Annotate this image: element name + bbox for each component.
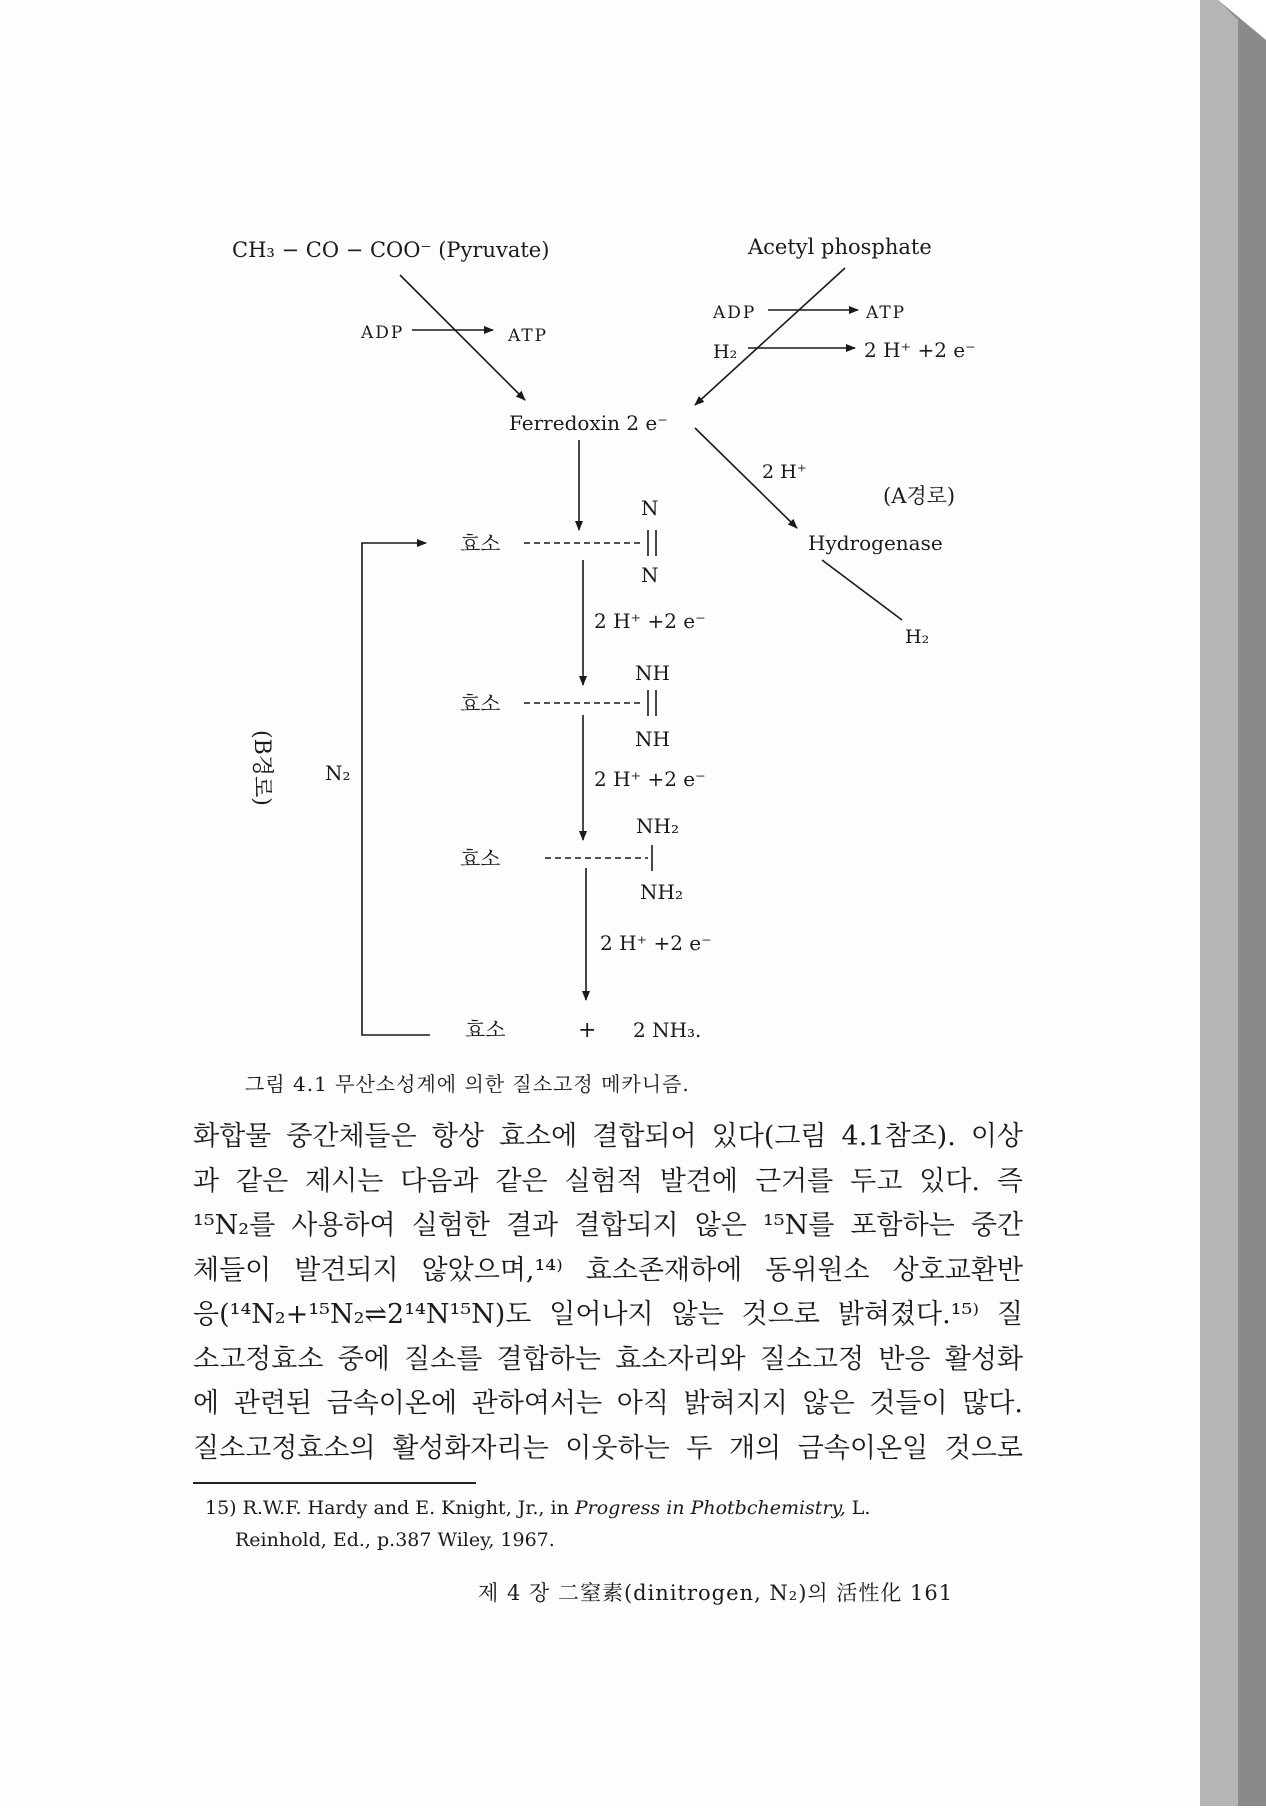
running-footer: 제 4 장 二窒素(dinitrogen, N₂)의 活性化 161: [478, 1581, 954, 1605]
footnote-ref-suffix: L.: [845, 1497, 871, 1519]
step-label-1: 2 H⁺ +2 e⁻: [594, 609, 706, 633]
figure-caption: 그림 4.1 무산소성계에 의한 질소고정 메카니즘.: [245, 1072, 690, 1096]
body-line: 체들이 발견되지 않았으며,¹⁴⁾ 효소존재하에 동위원소 상호교환반: [193, 1254, 1023, 1286]
nh2-bottom-label: NH₂: [640, 880, 683, 904]
nh-top-label: NH: [635, 661, 670, 685]
body-line: 응(¹⁴N₂+¹⁵N₂⇌2¹⁴N¹⁵N)도 일어나지 않는 것으로 밝혀졌다.¹⁵⁾ 질: [193, 1299, 1023, 1330]
body-paragraph: [193, 1115, 1023, 1471]
enzyme-label-1: 효소: [460, 532, 501, 556]
footnote-journal-title: Progress in Photbchemistry,: [574, 1497, 846, 1519]
path-a-label: (A경로): [883, 484, 956, 508]
step-label-3: 2 H⁺ +2 e⁻: [600, 931, 712, 955]
body-line: 과 같은 제시는 다음과 같은 실험적 발견에 근거를 두고 있다. 즉: [193, 1165, 1023, 1197]
adp-left-label: ADP: [361, 323, 405, 343]
n2-label: N₂: [325, 761, 351, 785]
body-line: 소고정효소 중에 질소를 결합하는 효소자리와 질소고정 반응 활성화: [193, 1343, 1023, 1375]
footnote-line-1: [205, 1492, 870, 1524]
page-edge-shadow: [1200, 0, 1266, 1806]
body-line: 화합물 중간체들은 항상 효소에 결합되어 있다(그림 4.1참조). 이상: [193, 1121, 1023, 1152]
nh2-top-label: NH₂: [636, 814, 679, 838]
atp-right-label: ATP: [866, 303, 907, 323]
h2-out-label: H₂: [905, 626, 930, 648]
h-plus-out-label: 2 H⁺ +2 e⁻: [864, 338, 976, 362]
adp-right-label: ADP: [713, 303, 757, 323]
n-top-label: N: [641, 496, 659, 520]
body-line: ¹⁵N₂를 사용하여 실험한 결과 결합되지 않은 ¹⁵N를 포함하는 중간: [193, 1210, 1023, 1241]
product-label: 2 NH₃.: [633, 1018, 702, 1042]
footnote-line-2: Reinhold, Ed., p.387 Wiley, 1967.: [235, 1529, 555, 1551]
n-bottom-label: N: [641, 563, 659, 587]
plus-sign: +: [578, 1018, 597, 1043]
hydrogenase-label: Hydrogenase: [808, 531, 943, 555]
footnote: [205, 1492, 870, 1556]
step-label-2: 2 H⁺ +2 e⁻: [594, 767, 706, 791]
atp-left-label: ATP: [508, 326, 549, 346]
enzyme-label-4: 효소: [465, 1018, 506, 1042]
nh-bottom-label: NH: [635, 727, 670, 751]
enzyme-label-2: 효소: [460, 692, 501, 716]
footnote-rule: [193, 1482, 476, 1484]
h2-in-label: H₂: [713, 341, 738, 363]
pyruvate-label: CH₃ − CO − COO⁻ (Pyruvate): [232, 238, 550, 262]
path-b-label: (B경로): [249, 730, 274, 806]
footnote-ref-prefix: 15) R.W.F. Hardy and E. Knight, Jr., in: [205, 1497, 575, 1519]
ferredoxin-label: Ferredoxin 2 e⁻: [509, 411, 668, 435]
acetyl-phosphate-label: Acetyl phosphate: [748, 235, 932, 259]
enzyme-label-3: 효소: [460, 847, 501, 871]
body-line: 에 관련된 금속이온에 관하여서는 아직 밝혀지지 않은 것들이 많다.: [193, 1388, 1023, 1419]
body-line: 질소고정효소의 활성화자리는 이웃하는 두 개의 금속이온일 것으로: [193, 1432, 1023, 1464]
two-h-plus-label: 2 H⁺: [762, 461, 807, 483]
